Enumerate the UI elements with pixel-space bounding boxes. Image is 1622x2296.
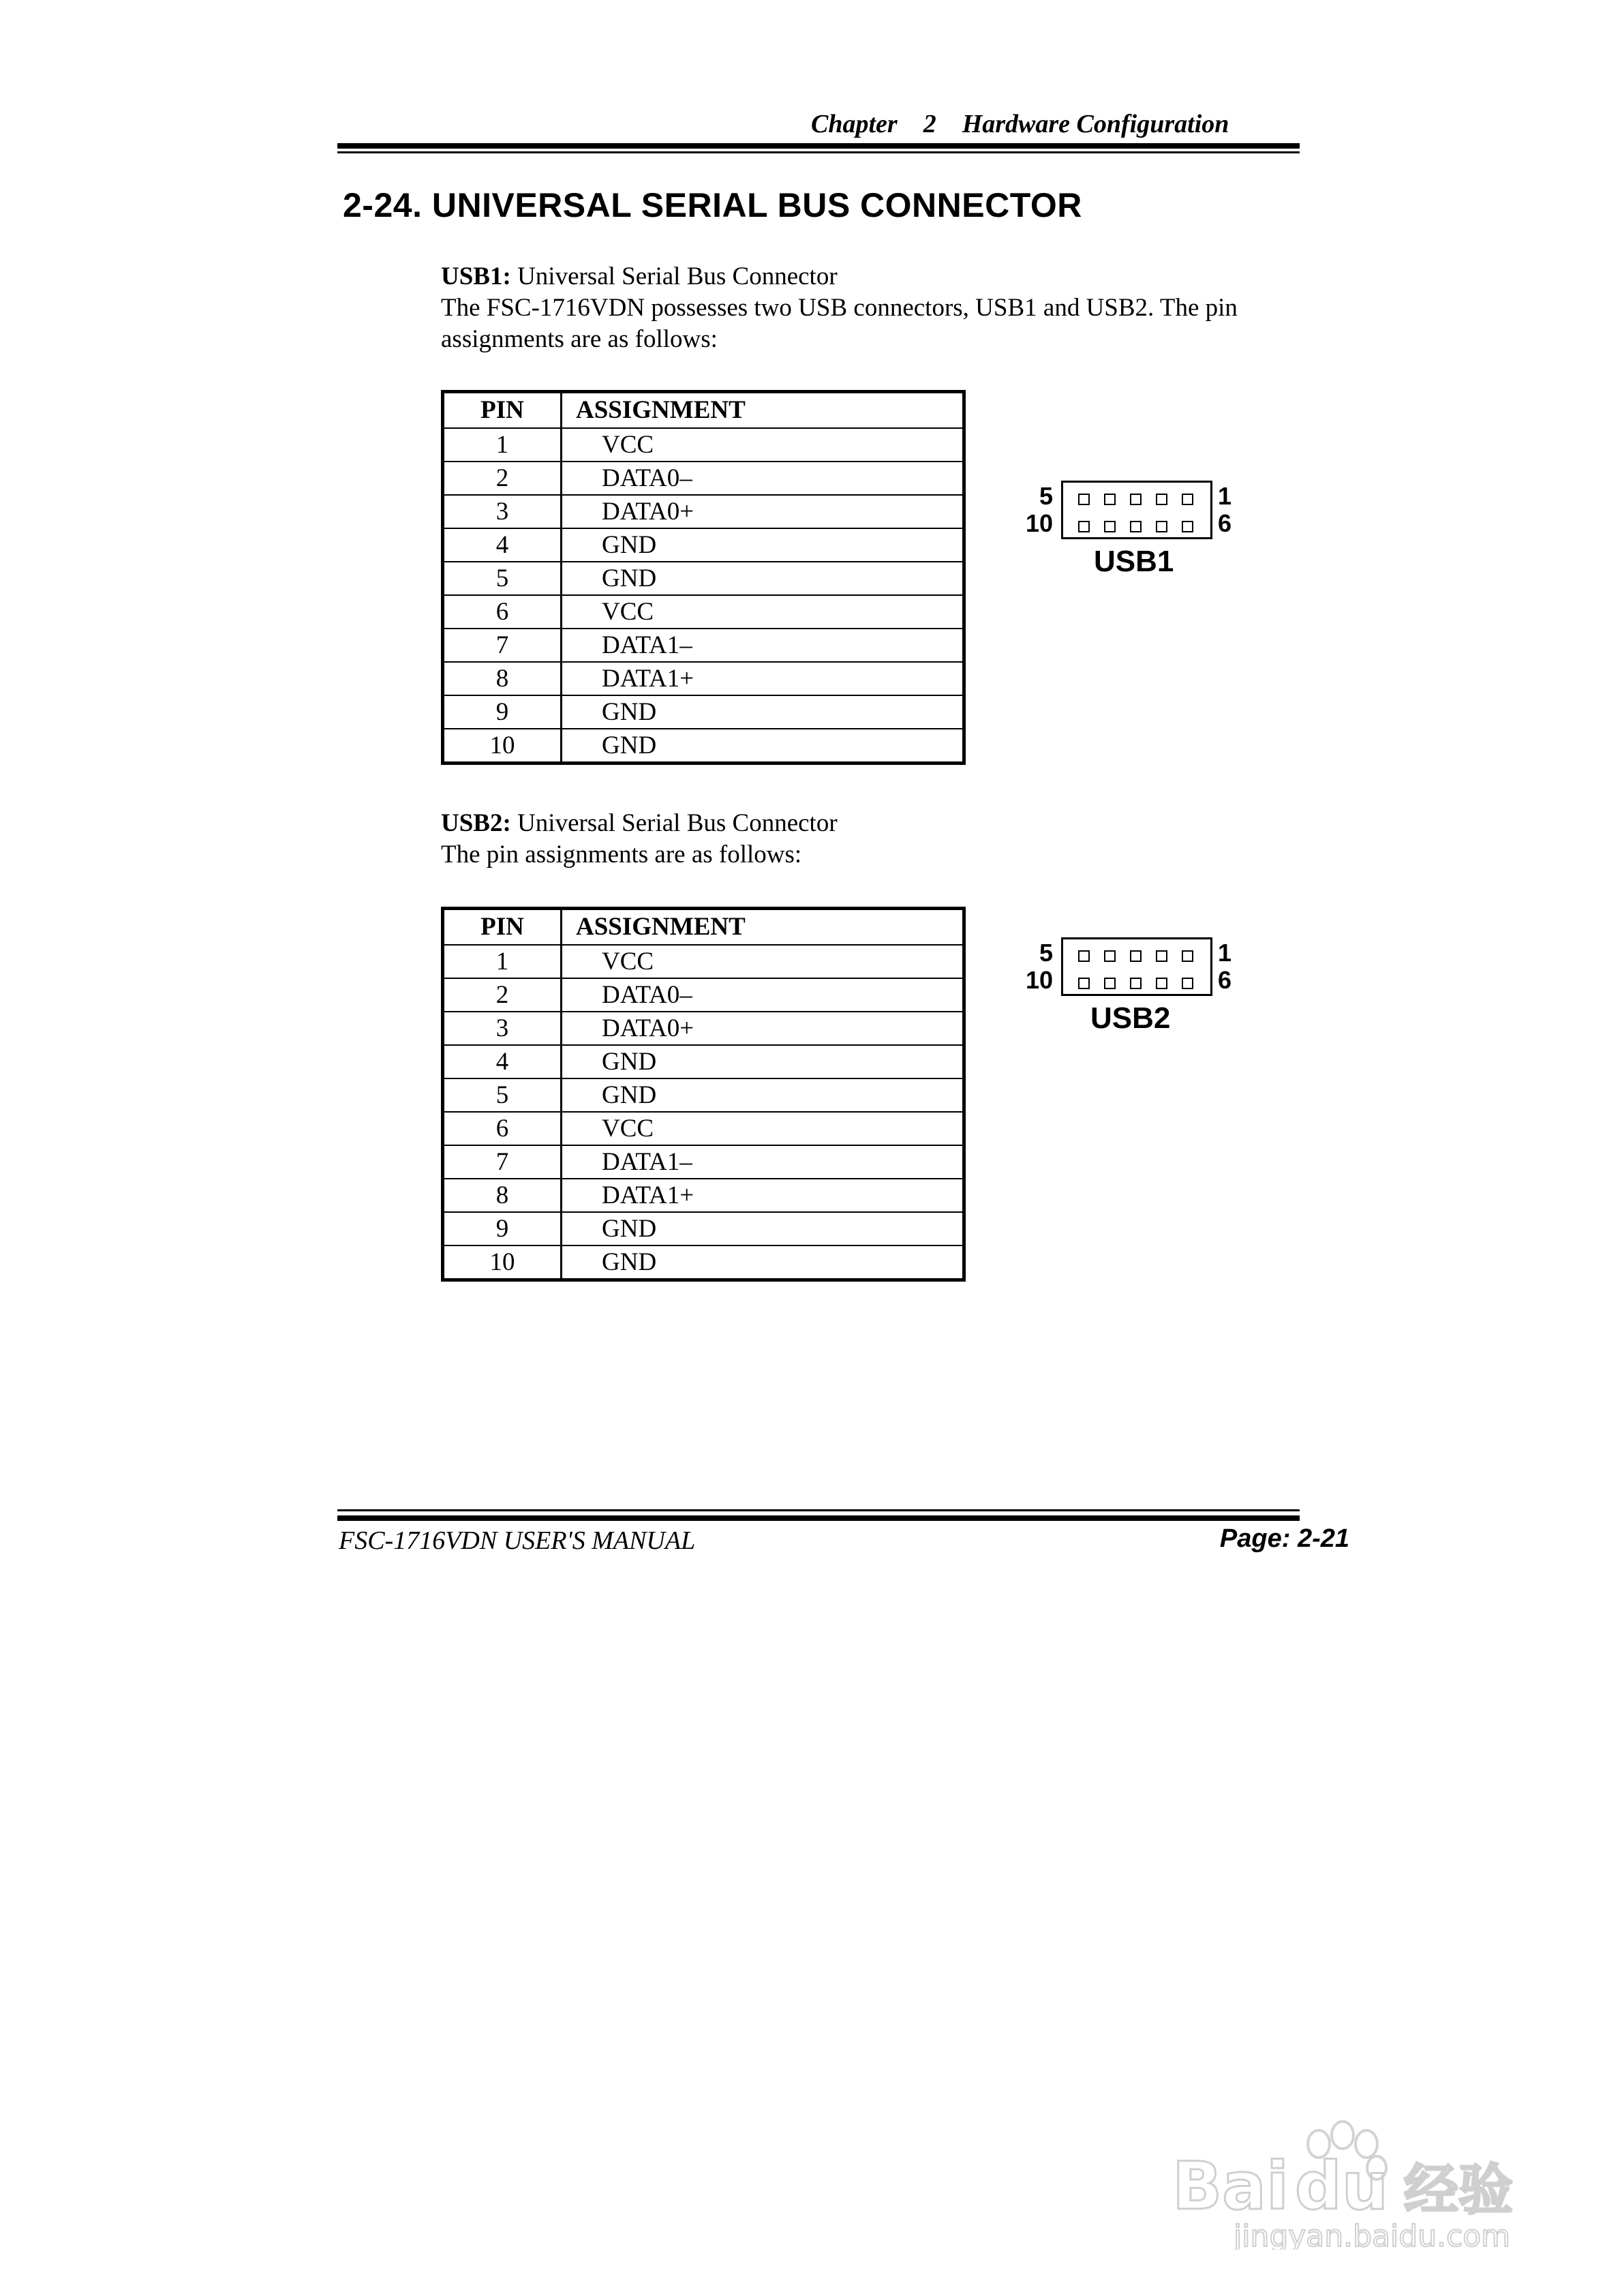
table-row [443,1045,964,1078]
assignment-cell: GND [562,729,964,764]
table-row [443,729,964,764]
manual-title: FSC-1716VDN USER'S MANUAL [339,1526,696,1555]
pin-cell: 1 [443,428,562,462]
table-row [443,1179,964,1212]
connector-body [1061,937,1212,996]
pin-column-header: PIN [443,392,562,429]
usb1-desc-line2: assignments are as follows: [441,325,718,353]
assignment-cell: DATA1+ [562,1179,964,1212]
pin-label-1: 1 [1218,939,1232,967]
pin-square [1104,494,1116,505]
pin-square [1078,521,1090,532]
table-header-row [443,909,964,946]
pin-cell: 3 [443,1012,562,1045]
table-row [443,1245,964,1280]
pin-cell: 8 [443,662,562,695]
table-row [443,945,964,978]
usb1-desc-line1: The FSC-1716VDN possesses two USB connectors, USB1 and USB2. The pin [441,294,1238,322]
table-row [443,695,964,729]
table-header-row [443,392,964,429]
usb2-connector-diagram [1026,937,1251,1035]
usb1-connector-label: USB1 [1094,545,1174,578]
pin-cell: 3 [443,495,562,528]
pin-cell: 2 [443,462,562,495]
pin-square [1156,494,1167,505]
pin-label-6: 6 [1218,966,1232,994]
pin-square [1130,978,1142,989]
table-row [443,629,964,662]
assignment-column-header: ASSIGNMENT [576,913,746,941]
pin-cell: 5 [443,1078,562,1112]
pin-cell: 7 [443,629,562,662]
usb2-name-rest: Universal Serial Bus Connector [510,809,838,837]
pin-square [1130,521,1142,532]
pin-cell: 8 [443,1179,562,1212]
usb1-connector-diagram [1026,481,1251,578]
pin-cell: 2 [443,978,562,1012]
usb2-name: USB2: [441,809,511,837]
pin-square [1104,521,1116,532]
svg-text:du: du [1295,2148,1389,2224]
usb2-desc-line1: The pin assignments are as follows: [441,841,802,868]
pin-label-1: 1 [1218,482,1232,510]
assignment-cell: GND [562,528,964,562]
pin-cell: 10 [443,729,562,764]
footer-rule-thin [337,1509,1300,1511]
assignment-cell: VCC [562,595,964,629]
pin-cell: 9 [443,695,562,729]
assignment-cell: GND [562,1045,964,1078]
assignment-cell: GND [562,1078,964,1112]
pin-cell: 7 [443,1145,562,1179]
connector-body [1061,481,1212,539]
assignment-cell: DATA1– [562,1145,964,1179]
usb1-name-rest: Universal Serial Bus Connector [510,262,838,290]
pin-square [1078,978,1090,989]
section-title: 2-24. UNIVERSAL SERIAL BUS CONNECTOR [343,186,1082,224]
table-row [443,562,964,595]
pin-cell: 4 [443,1045,562,1078]
svg-text:经验: 经验 [1404,2158,1513,2222]
table-row [443,528,964,562]
table-row [443,495,964,528]
svg-text:Bai: Bai [1172,2148,1289,2224]
pin-cell: 4 [443,528,562,562]
baidu-watermark-logo [1159,2113,1540,2250]
assignment-cell: DATA0+ [562,495,964,528]
header-rule-thin [337,151,1300,153]
pin-cell: 6 [443,1112,562,1145]
pin-label-5: 5 [1039,939,1054,967]
table-row [443,1078,964,1112]
assignment-cell: VCC [562,428,964,462]
usb1-pin-table [441,390,966,765]
pin-square [1104,978,1116,989]
usb1-name: USB1: [441,262,511,290]
pin-square [1182,494,1193,505]
pin-cell: 10 [443,1245,562,1280]
pin-square [1182,521,1193,532]
pin-square [1182,950,1193,962]
paw-logo-icon [1159,2113,1540,2250]
assignment-cell: VCC [562,945,964,978]
usb2-connector-label: USB2 [1090,1001,1171,1035]
svg-text:jingyan.baidu.com: jingyan.baidu.com [1234,2219,1511,2250]
pin-square [1078,494,1090,505]
usb2-heading [441,808,838,839]
assignment-cell: GND [562,1212,964,1245]
assignment-cell: GND [562,695,964,729]
assignment-column-header: ASSIGNMENT [576,396,746,424]
assignment-cell: DATA1– [562,629,964,662]
table-row [443,428,964,462]
assignment-cell: GND [562,562,964,595]
assignment-cell: GND [562,1245,964,1280]
usb1-heading [441,261,838,292]
table-row [443,1112,964,1145]
table-row [443,1212,964,1245]
assignment-cell: DATA0– [562,978,964,1012]
pin-column-header: PIN [443,909,562,946]
pin-cell: 6 [443,595,562,629]
pin-square [1156,950,1167,962]
pin-square [1078,950,1090,962]
table-row [443,462,964,495]
assignment-cell: DATA1+ [562,662,964,695]
table-row [443,978,964,1012]
pin-square [1156,978,1167,989]
pin-cell: 1 [443,945,562,978]
pin-label-10: 10 [1026,509,1054,537]
pin-label-6: 6 [1218,509,1232,537]
pin-square [1130,494,1142,505]
pin-square [1130,950,1142,962]
page-number: Page: 2-21 [1219,1524,1349,1553]
footer-rule-thick [337,1515,1300,1521]
pin-square [1182,978,1193,989]
pin-label-10: 10 [1026,966,1054,994]
usb2-pin-table [441,907,966,1282]
pin-square [1104,950,1116,962]
assignment-cell: DATA0+ [562,1012,964,1045]
pin-cell: 5 [443,562,562,595]
table-row [443,662,964,695]
table-row [443,1145,964,1179]
header-rule-thick [337,143,1300,149]
assignment-cell: VCC [562,1112,964,1145]
pin-label-5: 5 [1039,482,1054,510]
assignment-cell: DATA0– [562,462,964,495]
table-row [443,1012,964,1045]
pin-square [1156,521,1167,532]
table-row [443,595,964,629]
chapter-header: Chapter 2 Hardware Configuration [811,110,1229,138]
pin-cell: 9 [443,1212,562,1245]
